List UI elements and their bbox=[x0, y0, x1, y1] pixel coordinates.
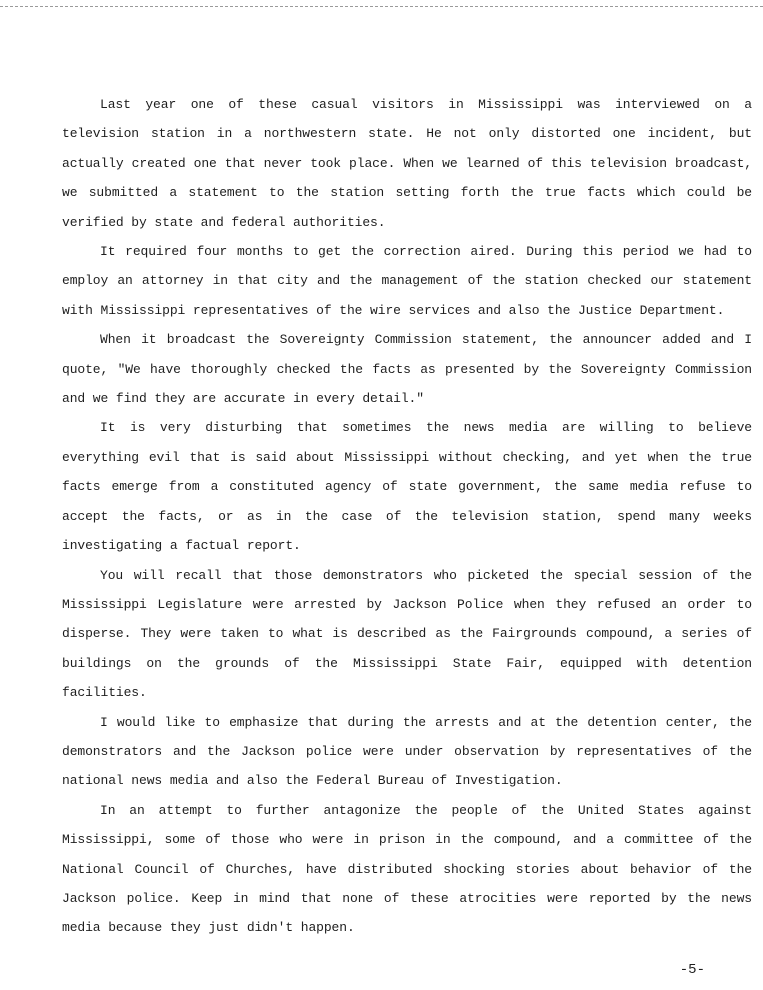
paragraph-1: Last year one of these casual visitors in Mississippi was interviewed on a television station in a northwestern state. He not only distorted one incident, but actually created one that never took place. When we learned of this television broadcast, we submitted a statement to the station setting forth the true facts which could be verified by state and federal authorities. bbox=[62, 97, 752, 230]
paragraph-4: It is very disturbing that sometimes the news media are willing to believe everything evil that is said about Mississippi without checking, and yet when the true facts emerge from a constituted agency of state government, the same media refuse to accept the facts, or as in the case of the television station, spend many weeks investigating a factual report. bbox=[62, 420, 752, 554]
paragraph-5: You will recall that those demonstrators who picketed the special session of the Mississippi Legislature were arrested by Jackson Police when they refused an order to disperse. They were taken to what is described as the Fairgrounds compound, a series of buildings on the grounds of the Mississippi State Fair, equipped with detention facilities. bbox=[62, 567, 752, 701]
paragraph-3: When it broadcast the Sovereignty Commission statement, the announcer added and I quote, "We have thoroughly checked the facts as presented by the Sovereignty Commission and we find they are accurate in every detail." bbox=[62, 332, 752, 407]
top-edge-rule bbox=[0, 6, 763, 9]
page-number: -5- bbox=[679, 962, 705, 978]
paragraph-7: In an attempt to further antagonize the people of the United States against Mississippi, some of those who were in prison in the compound, and a committee of the National Council of Churches, have distributed shocking stories about behavior of the Jackson police. Keep in mind that none of these atrocities were reported by the news media because they just didn't happen. bbox=[62, 802, 752, 936]
paragraph-2: It required four months to get the correction aired. During this period we had to employ an attorney in that city and the management of the station checked our statement with Mississippi representatives of the wire services and also the Justice Department. bbox=[62, 244, 752, 318]
paragraph-6: I would like to emphasize that during the arrests and at the detention center, the demonstrators and the Jackson police were under observation by representatives of the national news media and also the Federal Bureau of Investigation. bbox=[62, 714, 752, 789]
document-body bbox=[62, 90, 752, 943]
